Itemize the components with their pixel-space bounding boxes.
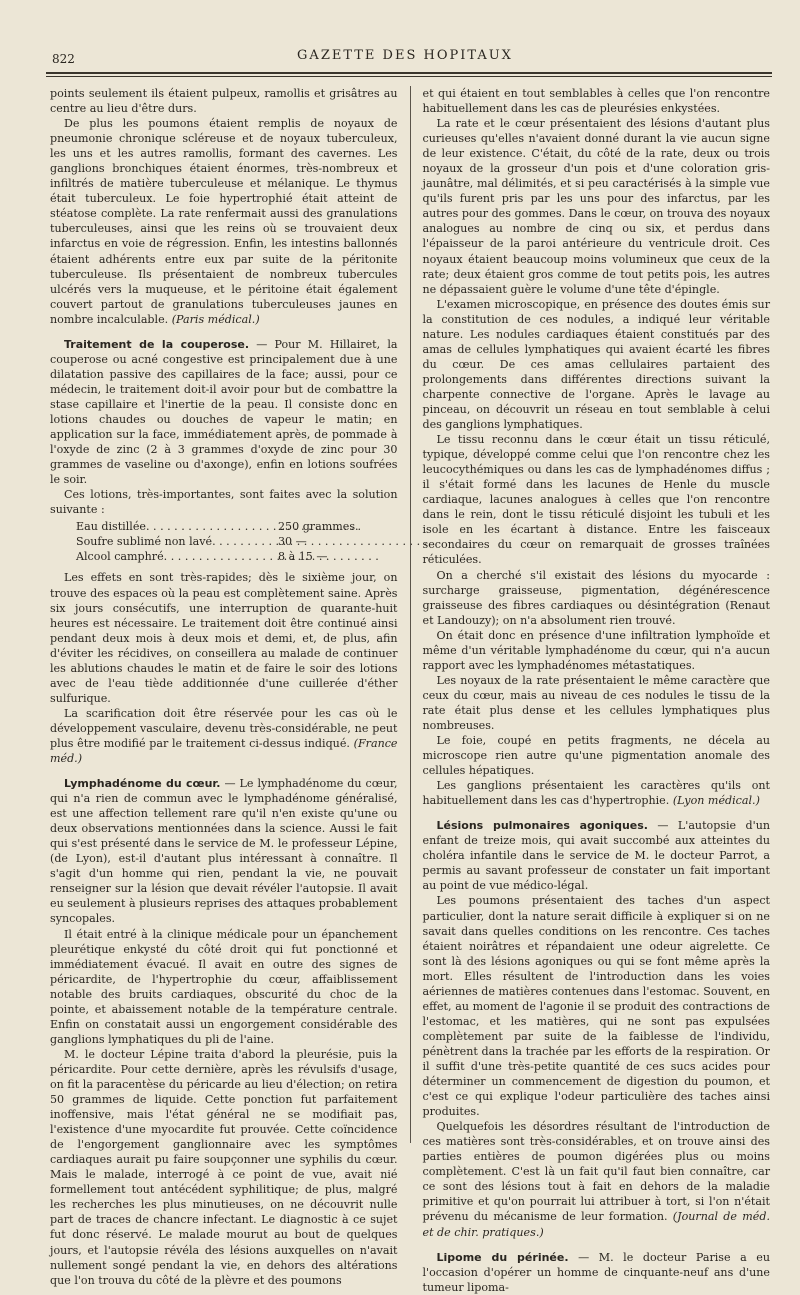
header-rule-thin [46,76,772,77]
prescription-formula [76,519,398,564]
paragraph: Les poumons présentaient des taches d'un aspect particulier, dont la nature serait difficile à expliquer si on ne savait dans quelles conditions on les rencontre. Ces taches étaient noirâtres et répandaient une odeur aigrelette. Ce sont là des lésions agoniques ou qui se font même après la mort. Elles résultent de l'introduction dans les voies aériennes de matières contenues dans l'estomac. Souvent, en effet, au moment de l'agonie il se produit des contractions de l'estomac, et les matières, qui ne sont pas expulsées complètement par suite de la faiblesse de l'individu, pénètrent dans la trachée par les efforts de la respiration. Or il suffit d'une très-petite quantité de ces sucs acides pour déterminer un commencement de digestion du poumon, et c'est ce qui explique l'odeur particulière des taches ainsi produites. [422,894,770,1119]
paragraph: M. le docteur Lépine traita d'abord la pleurésie, puis la péricardite. Pour cette dernière, après les révulsifs d'usage, on fit la paracentèse du péricarde au lieu d'élection; on retira 50 grammes de liquide. Cette ponction fut parfaitement inoffensive, mais l'état général ne se modifiait pas, l'existence d'une myocardite fut prouvée. Cette coïncidence de l'engorgement ganglionnaire avec les symptômes cardiaques aurait pu faire soupçonner une syphilis du cœur. Mais le malade, interrogé à ce point de vue, avait nié formellement tout antécédent syphilitique; de plus, malgré les recherches les plus minutieuses, on ne découvrit nulle part de traces de chancre infectant. Le diagnostic à ce sujet fut donc réservé. Le malade mourut au bout de quelques jours, et l'autopsie révéla des lésions auxquelles on n'avait nullement songé pendant la vie, en dehors des altérations que l'on trouva du côté de la plèvre et des poumons [50,1047,398,1287]
section-lesions-pulmonaires: Lésions pulmonaires agoniques. — L'autopsie d'un enfant de treize mois, qui avait succombé aux atteintes du choléra infantile dans le service de M. le docteur Parrot, a permis au savant professeur de constater un fait important au point de vue médico-légal. [422,819,770,893]
left-column [50,86,410,1287]
ingredient-quantity: 30 — [278,535,307,549]
formula-row [76,519,398,534]
page-number: 822 [52,52,75,66]
paragraph: Quelquefois les désordres résultant de l'introduction de ces matières sont très-considérables, et on trouve ainsi des parties entières de poumon digérées plus ou moins complètement. C'est là un fait qu'il faut bien connaître, car ce sont des lésions tout à fait en dehors de la maladie primitive et qu'on pourrait lui attribuer à tort, si l'on n'était prévenu du mécanisme de leur formation. (Journal de méd. et de chir. pratiques.) [422,1120,770,1239]
section-title: Traitement de la couperose. [64,337,250,351]
source-citation: (France méd.) [50,736,398,766]
ingredient-quantity: 8 à 15 — [278,550,328,564]
paragraph: Les ganglions présentaient les caractères qu'ils ont habituellement dans les cas d'hypertrophie. (Lyon médical.) [422,779,770,808]
header-rule [46,72,772,74]
paragraph: Ces lotions, très-importantes, sont faites avec la solution suivante : [50,488,398,517]
ingredient-name: Eau distillée [76,520,146,534]
ingredient-name: Alcool camphré [76,550,164,564]
ingredient-quantity: 250 grammes. [278,520,359,534]
section-title: Lymphadénome du cœur. [64,777,221,791]
journal-title: GAZETTE DES HOPITAUX [297,48,513,63]
paragraph: Il était entré à la clinique médicale pour un épanchement pleurétique enkysté du côté droit qui fut ponctionné et immédiatement évacué. Il avait en outre des signes de péricardite, de l'hypertrophie du cœur, affaiblissement notable des bruits cardiaques, obscurité du choc de la pointe, et abaissement notable de la température centrale. Enfin on constatait aussi un engorgement considérable des ganglions lymphatiques du pli de l'aine. [50,927,398,1046]
formula-row [76,534,398,549]
source-citation: (Lyon médical.) [672,794,760,808]
paragraph: La scarification doit être réservée pour les cas où le développement vasculaire, devenu très-considérable, ne peut plus être modifié par le traitement ci-dessus indiqué. (France méd.) [50,706,398,766]
paragraph: Les noyaux de la rate présentaient le même caractère que ceux du cœur, mais au niveau de ces nodules le tissu de la rate était plus dense et les cellules lymphatiques plus nombreuses. [422,673,770,732]
source-citation: (Journal de méd. et de chir. pratiques.) [422,1210,770,1239]
paragraph: et qui étaient en tout semblables à celles que l'on rencontre habituellement dans les cas de pleurésies enkystées. [422,87,770,116]
paragraph: Le foie, coupé en petits fragments, ne décela au microscope rien autre qu'une pigmentation anomale des cellules hépatiques. [422,734,770,778]
section-traitement-couperose: Traitement de la couperose. — Pour M. Hillairet, la couperose ou acné congestive est principalement due à une dilatation passive des capillaires de la face; aussi, pour ce médecin, le traitement doit-il avoir pour but de combattre la stase capillaire et l'inertie de la peau. Il consiste donc en lotions chaudes ou douches de vapeur le matin; en application sur la face, immédiatement après, de pommade à l'oxyde de zinc (2 à 3 grammes d'oxyde de zinc pour 30 grammes de vaseline ou d'axonge), enfin en lotions soufrées le soir. [50,337,398,487]
paragraph: On a cherché s'il existait des lésions du myocarde : surcharge graisseuse, pigmentation, dégénérescence graisseuse des fibres cardiaques ou désintégration (Renaut et Landouzy); on n'a absolument rien trouvé. [422,568,770,627]
paragraph: On était donc en présence d'une infiltration lymphoïde et même d'un véritable lymphadénome du cœur, qui n'a aucun rapport avec les lymphadénomes métastatiques. [422,628,770,672]
right-column [410,86,771,1294]
source-citation: (Paris médical.) [171,312,260,326]
page-header [40,46,770,70]
section-title: Lésions pulmonaires agoniques. [436,819,648,833]
section-title: Lipome du périnée. [436,1250,569,1264]
text-columns [50,86,771,1294]
section-lipome-perinee: Lipome du périnée. — M. le docteur Parise a eu l'occasion d'opérer un homme de cinquante-neuf ans d'une tumeur lipoma- [422,1250,771,1294]
paragraph: De plus les poumons étaient remplis de noyaux de pneumonie chronique scléreuse et de noyaux tuberculeux, les uns et les autres ramollis, formant des cavernes. Les ganglions bronchiques étaient énormes, très-nombreux et infiltrés de matière tuberculeuse et mélanique. Le thymus était tuberculeux. Le foie hypertrophié était atteint de stéatose complète. La rate renfermait aussi des granulations tuberculeuses, ainsi que les reins où se trouvaient deux infarctus en voie de régression. Enfin, les intestins ballonnés étaient adhérents entre eux par suite de la péritonite tuberculeuse. Ils présentaient de nombreux tubercules ulcérés vers la muqueuse, et le péritoine était également couvert partout de granulations tuberculeuses jaunes en nombre incalculable. (Paris médical.) [50,117,398,326]
formula-row [76,549,398,564]
paragraph: Le tissu reconnu dans le cœur était un tissu réticulé, typique, développé comme celui que l'on rencontre chez les leucocythémiques ou dans les cas de lymphadénomes diffus ; il s'était formé dans les lacunes de Henle du muscle cardiaque, lacunes analogues à celles que l'on rencontre dans le rein, dont le tissu réticulé disjoint les tubuli et les isole en les écartant à distance. Entre les faisceaux secondaires du cœur on remarquait de grosses traînées réticulées. [422,433,770,567]
ingredient-name: Soufre sublimé non lavé [76,535,213,549]
paragraph: points seulement ils étaient pulpeux, ramollis et grisâtres au centre au lieu d'être durs. [50,87,398,116]
section-lymphadenome-coeur: Lymphadénome du cœur. — Le lymphadénome du cœur, qui n'a rien de commun avec le lymphadénome généralisé, est une affection tellement rare qu'il n'en existe qu'une ou deux observations mentionnées dans la science. Aussi le fait qui s'est présenté dans le service de M. le professeur Lépine, (de Lyon), est-il d'autant plus intéressant à connaître. Il s'agit d'un homme qui rien, pendant la vie, ne pouvait renseigner sur la lésion que devait révéler l'autopsie. Il avait eu seulement à plusieurs reprises des attaques probablement syncopales. [50,777,398,926]
paragraph: L'examen microscopique, en présence des doutes émis sur la constitution de ces nodules, a indiqué leur véritable nature. Les nodules cardiaques étaient constitués par des amas de cellules lymphatiques qui avaient écarté les fibres du cœur. De ces amas cellulaires partaient des prolongements dans différentes directions suivant la charpente connective de l'organe. Après le lavage au pinceau, on découvrit un réseau en tout semblable à celui des ganglions lymphatiques. [422,297,770,432]
paragraph: La rate et le cœur présentaient des lésions d'autant plus curieuses qu'elles n'avaient donné durant la vie aucun signe de leur existence. C'était, du côté de la rate, deux ou trois noyaux de la grosseur d'un pois et d'une coloration gris-jaunâtre, mal délimités, et si peu caractérisés à la simple vue qu'ils furent pris par les uns pour des infarctus, par les autres pour des gommes. Dans le cœur, on trouva des noyaux analogues au nombre de cinq ou six, et perdus dans l'épaisseur de la paroi antérieure du ventricule droit. Ces noyaux étaient beaucoup moins volumineux que ceux de la rate; deux étaient gros comme de tout petits pois, les autres ne dépassaient guère le volume d'une tête d'épingle. [422,117,770,296]
paragraph: Les effets en sont très-rapides; dès le sixième jour, on trouve des espaces où la peau est complètement saine. Après six jours consécutifs, une interruption de quarante-huit heures est nécessaire. Le traitement doit être continué ainsi pendant deux mois à deux mois et demi, et, de plus, afin d'éviter les récidives, on conseillera au malade de continuer les ablutions chaudes le matin et de faire le soir des lotions avec de l'eau tiède additionnée d'une cuillerée d'éther sulfurique. [50,571,398,705]
